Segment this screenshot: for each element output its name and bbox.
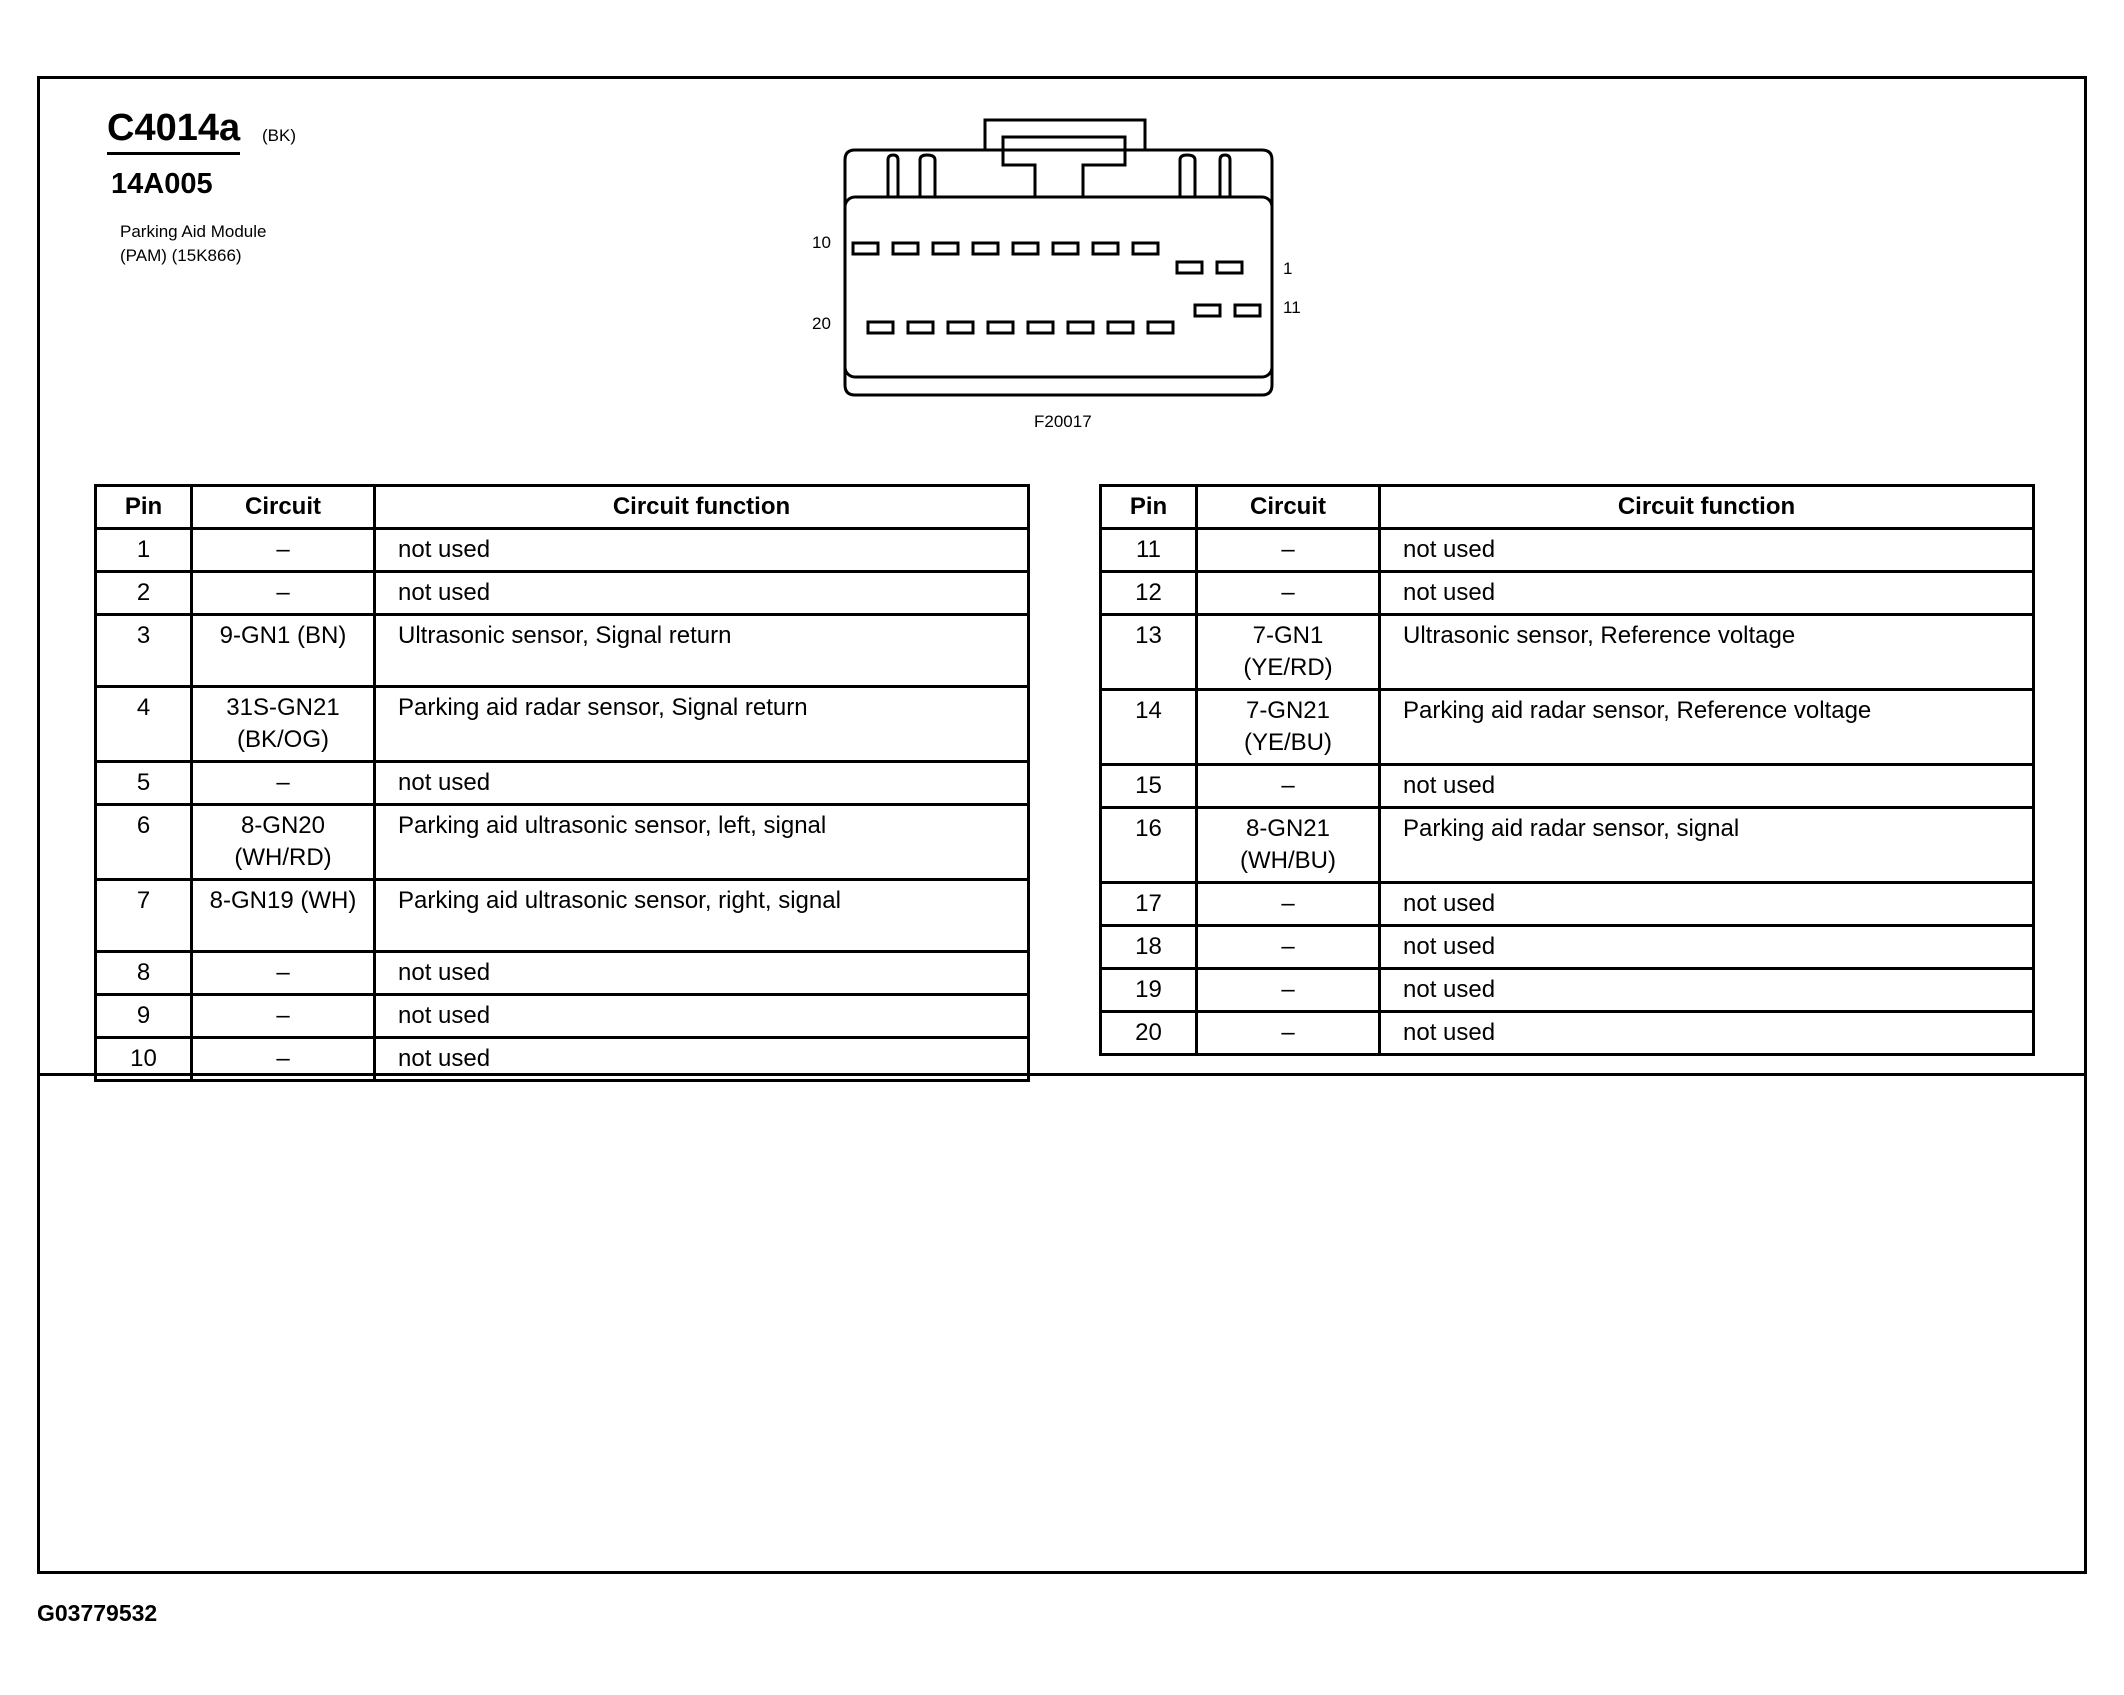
circuit-cell: – <box>1197 765 1380 808</box>
pin-cavity <box>988 322 1013 333</box>
pin-table-right <box>1099 484 2035 1056</box>
pin-cavity <box>1177 262 1202 273</box>
table-row <box>96 762 1029 805</box>
circuit-function-cell: not used <box>1380 883 2034 926</box>
pin-number-cell: 1 <box>96 529 192 572</box>
table-row <box>1101 926 2034 969</box>
pin-cavity <box>1235 305 1260 316</box>
circuit-cell: – <box>192 1038 375 1081</box>
table-row <box>1101 969 2034 1012</box>
pin-number-cell: 11 <box>1101 529 1197 572</box>
header-pin: Pin <box>1101 486 1197 529</box>
pin-number-cell: 18 <box>1101 926 1197 969</box>
header-function: Circuit function <box>1380 486 2034 529</box>
circuit-cell: – <box>192 529 375 572</box>
pin-number-cell: 20 <box>1101 1012 1197 1055</box>
module-name: Parking Aid Module <box>120 222 267 241</box>
header-function: Circuit function <box>375 486 1029 529</box>
circuit-code: 8-GN21 <box>1245 815 1331 842</box>
figure-code: F20017 <box>1034 412 1092 431</box>
pin-cavity <box>1028 322 1053 333</box>
module-code: (PAM) (15K866) <box>120 246 242 265</box>
circuit-function-cell: Parking aid radar sensor, signal <box>1380 808 2034 883</box>
circuit-function-cell: Parking aid radar sensor, Signal return <box>375 687 1029 762</box>
pin-number-cell: 2 <box>96 572 192 615</box>
wire-color: (BK/OG) <box>236 726 329 753</box>
pin-number-cell: 14 <box>1101 690 1197 765</box>
table-row <box>96 529 1029 572</box>
pin-label-10: 10 <box>812 233 831 252</box>
circuit-function-cell: Parking aid ultrasonic sensor, right, signal <box>375 880 1029 952</box>
table-row <box>1101 572 2034 615</box>
table-row <box>1101 1012 2034 1055</box>
circuit-function-cell: Parking aid ultrasonic sensor, left, signal <box>375 805 1029 880</box>
circuit-function-cell: Ultrasonic sensor, Reference voltage <box>1380 615 2034 690</box>
pin-cavity <box>1195 305 1220 316</box>
pin-cavity <box>1148 322 1173 333</box>
table-row <box>1101 765 2034 808</box>
wire-color: (WH/RD) <box>234 844 332 871</box>
connector-color: (BK) <box>262 126 296 145</box>
table-row <box>96 687 1029 762</box>
pin-cavity <box>1093 243 1118 254</box>
pin-cavity <box>1133 243 1158 254</box>
circuit-function-cell: not used <box>375 952 1029 995</box>
pin-number-cell: 16 <box>1101 808 1197 883</box>
circuit-code: 8-GN20 <box>240 812 326 839</box>
circuit-cell: – <box>1197 572 1380 615</box>
circuit-function-cell: not used <box>1380 529 2034 572</box>
pin-cavity <box>1108 322 1133 333</box>
pin-cavity <box>1217 262 1242 273</box>
circuit-cell <box>1197 615 1380 690</box>
circuit-function-cell: not used <box>1380 765 2034 808</box>
connector-id: C4014a <box>107 108 240 155</box>
circuit-cell: – <box>192 952 375 995</box>
pin-number-cell: 15 <box>1101 765 1197 808</box>
table-row <box>96 572 1029 615</box>
table-row <box>96 995 1029 1038</box>
pin-number-cell: 4 <box>96 687 192 762</box>
pin-cavity <box>868 322 893 333</box>
circuit-function-cell: not used <box>1380 572 2034 615</box>
circuit-function-cell: not used <box>375 572 1029 615</box>
pin-label-1: 1 <box>1283 259 1293 278</box>
circuit-function-cell: Parking aid radar sensor, Reference voltage <box>1380 690 2034 765</box>
part-number: 14A005 <box>111 168 213 200</box>
table-row <box>1101 529 2034 572</box>
table-row <box>1101 883 2034 926</box>
table-header-row <box>96 486 1029 529</box>
pin-number-cell: 10 <box>96 1038 192 1081</box>
circuit-cell <box>192 805 375 880</box>
circuit-cell: – <box>1197 883 1380 926</box>
circuit-cell: – <box>1197 969 1380 1012</box>
circuit-function-cell: not used <box>375 762 1029 805</box>
header-circuit: Circuit <box>1197 486 1380 529</box>
pin-cavity <box>948 322 973 333</box>
pin-number-cell: 7 <box>96 880 192 952</box>
circuit-cell <box>1197 690 1380 765</box>
circuit-function-cell: not used <box>1380 969 2034 1012</box>
circuit-code: 7-GN1 <box>1252 622 1324 649</box>
pin-cavity <box>933 243 958 254</box>
header-pin: Pin <box>96 486 192 529</box>
pin-cavity <box>1053 243 1078 254</box>
circuit-function-cell: not used <box>1380 926 2034 969</box>
pin-cavity <box>908 322 933 333</box>
pin-number-cell: 3 <box>96 615 192 687</box>
pin-number-cell: 8 <box>96 952 192 995</box>
table-row <box>1101 615 2034 690</box>
table-row <box>96 1038 1029 1081</box>
wire-color: (WH/BU) <box>1240 847 1336 874</box>
circuit-cell <box>192 687 375 762</box>
pin-cavity <box>853 243 878 254</box>
table-row <box>1101 808 2034 883</box>
table-header-row <box>1101 486 2034 529</box>
circuit-code: 7-GN21 <box>1245 697 1331 724</box>
circuit-cell: – <box>1197 926 1380 969</box>
circuit-code: 31S-GN21 <box>226 694 340 721</box>
circuit-function-cell: not used <box>375 1038 1029 1081</box>
pin-cavity <box>1013 243 1038 254</box>
pin-cavity <box>973 243 998 254</box>
pin-number-cell: 17 <box>1101 883 1197 926</box>
circuit-cell: – <box>1197 529 1380 572</box>
pin-cavity <box>893 243 918 254</box>
pin-label-11: 11 <box>1283 298 1301 317</box>
document-id: G03779532 <box>37 1600 158 1626</box>
circuit-cell: – <box>192 995 375 1038</box>
circuit-cell: – <box>1197 1012 1380 1055</box>
pin-number-cell: 9 <box>96 995 192 1038</box>
pin-cavity <box>1068 322 1093 333</box>
pin-number-cell: 13 <box>1101 615 1197 690</box>
circuit-cell: 9-GN1 (BN) <box>192 615 375 687</box>
circuit-function-cell: not used <box>375 529 1029 572</box>
pin-table-left <box>94 484 1030 1082</box>
pin-label-20: 20 <box>812 314 831 333</box>
table-row <box>96 880 1029 952</box>
pin-number-cell: 19 <box>1101 969 1197 1012</box>
circuit-cell <box>1197 808 1380 883</box>
pin-number-cell: 12 <box>1101 572 1197 615</box>
table-row <box>96 615 1029 687</box>
pin-number-cell: 6 <box>96 805 192 880</box>
wire-color: (YE/BU) <box>1243 729 1332 756</box>
table-row <box>1101 690 2034 765</box>
circuit-cell: 8-GN19 (WH) <box>192 880 375 952</box>
circuit-function-cell: not used <box>375 995 1029 1038</box>
circuit-cell: – <box>192 762 375 805</box>
wire-color: (YE/RD) <box>1243 654 1333 681</box>
circuit-function-cell: not used <box>1380 1012 2034 1055</box>
connector-face-diagram <box>0 0 2124 460</box>
pin-number-cell: 5 <box>96 762 192 805</box>
table-row <box>96 805 1029 880</box>
circuit-cell: – <box>192 572 375 615</box>
header-circuit: Circuit <box>192 486 375 529</box>
circuit-function-cell: Ultrasonic sensor, Signal return <box>375 615 1029 687</box>
table-row <box>96 952 1029 995</box>
